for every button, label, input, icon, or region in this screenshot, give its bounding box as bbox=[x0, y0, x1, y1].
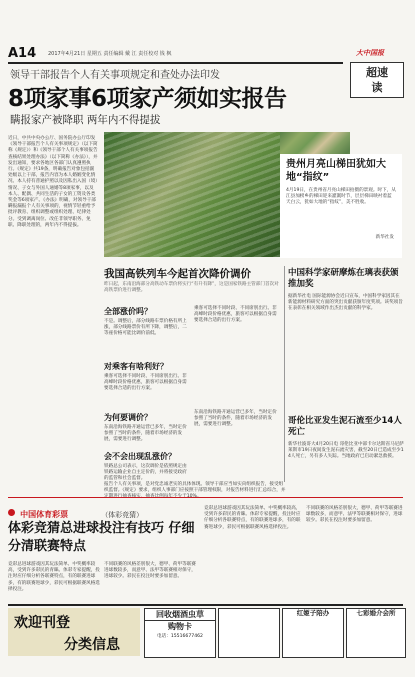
rail-q1: 全部涨价吗？ bbox=[104, 307, 152, 316]
brand-logo: 大中国报 bbox=[356, 49, 384, 57]
right-story-1 bbox=[288, 268, 404, 408]
rail-q4: 会不会出现乱涨价？ bbox=[104, 452, 176, 461]
rail-lede: 昨日起，东南沿海部分高铁动车票价将实行“有升有降”，这是国家铁路主管部门首次对高铁票价进行调整。 bbox=[104, 282, 279, 294]
right-story-2-title: 哥伦比亚发生泥石流至少14人死亡 bbox=[288, 416, 402, 437]
rail-a1: 不是。调整后，部分线路车票价格有所上涨，部分线路票价有所下降，调整后，二等座价格可能比调价前低。 bbox=[104, 319, 187, 337]
right-story-1-title: 中国科学家研摩炼在璃表获颁推加奖 bbox=[288, 268, 399, 289]
sports-body-col3: 竞彩总进球游戏因其玩法简单、中奖概率较高，受到许多彩民的青睐。体彩专家提醒，投注时应仔细分析各联赛特点，有的联赛进球多，有的联赛进球少，彩民可根据联赛风格选择投注。 bbox=[204, 506, 301, 530]
header-rule bbox=[8, 62, 343, 64]
main-body-left: 近日，中共中央办公厅、国务院办公厅印发《领导干部报告个人有关事项规定》（以下简称《规定》）和《领导干部个人有关事项报告查核结果处理办法》（以下简称《办法》），并发出通知，要求各地区各部门认真遵照执行。《规定》共19条，明确报告对象包括副处级以上干部，报告内容为本人婚姻变化情况、本人持有普通护照以及因私出入国（境）情况、子女与外国人通婚等8项家事，以及本人、配偶、共同生活的子女的工资及各类奖金等6项家产。《办法》明确，对领导干部瞒报漏报个人有关事项的，视情节轻重给予批评教育、组织调整或组织处理、纪律处分。受到调离岗位、改任非领导职务、免职、降职处理的，两年内不得提拔。 bbox=[8, 136, 98, 228]
ad-box-3 bbox=[218, 608, 280, 658]
rail-a3: 东南沿海铁路开通运营已多年，当时定价参照了当时的条件，随着市场经济的发展，需要进行调整。 bbox=[104, 425, 187, 443]
sports-body-right: 不同联赛的风格差别很大，德甲、荷甲等联赛进球数较多，而意甲、法甲等联赛相对保守，进球较少。彩民在投注时要多加留意。 bbox=[104, 562, 196, 580]
sports-headline: 体彩竞猜总进球投注有技巧 仔细分清联赛特点 bbox=[8, 521, 195, 554]
ad-recycle-phone: 电话：15516677462 bbox=[157, 634, 203, 639]
rail-q2: 对乘客有啥利好？ bbox=[104, 362, 168, 371]
column-divider bbox=[284, 266, 285, 482]
ad-box-5-title: 七彩婚介会所 bbox=[356, 609, 396, 617]
ad-box-4-title: 红姬子陪办 bbox=[296, 609, 330, 617]
rail-a2: 乘客可选择不同时段、不同席别出行。非高峰时段价格优惠，旅客可以根据自身需要选择合适的出行方案。 bbox=[104, 374, 187, 392]
main-subhead: 瞒报家产被降职 两年内不得提拔 bbox=[10, 114, 161, 126]
ad-box-5 bbox=[346, 608, 406, 658]
main-body-bottom: 报告个人有关事项，是对党忠诚老实的具体体现。领导干部应当如实向组织报告，接受组织监督。《规定》要求，组织人事部门应按照干部管理权限，对报告材料进行汇总综合，并 bbox=[104, 482, 286, 494]
date-line: 2017年4月21日 星期五 责任编辑 戴 江 责任校对 钱 枫 bbox=[48, 51, 172, 57]
main-headline: 8项家事6项家产须如实报告 bbox=[8, 86, 287, 112]
ad-box-4 bbox=[282, 608, 344, 658]
rail-q3: 为何要调价？ bbox=[104, 413, 152, 422]
sports-tag: （体彩竞猜） bbox=[101, 511, 144, 519]
sports-rule bbox=[8, 497, 403, 498]
classified-banner bbox=[8, 608, 140, 656]
sports-section bbox=[8, 502, 204, 518]
sports-body: 竞彩总进球游戏因其玩法简单、中奖概率较高，受到许多彩民的青睐。体彩专家提醒，投注时应仔细分析各联赛特点，有的联赛进球多，有的联赛进球少，彩民可根据联赛风格选择投注。 bbox=[8, 562, 100, 592]
rail-headline: 我国高铁列车今起首次降价调价 bbox=[104, 268, 251, 280]
photo-story-box bbox=[280, 154, 402, 258]
right-story-2 bbox=[288, 416, 404, 482]
photo-story-body: 4月19日，在贵州省月亮山梯田拍摄的景观。时下，从江县加榜乡的梯田迎来灌溉时节，层层梯田映衬着蓝天白云，犹如大地的“指纹”，美不胜收。 bbox=[286, 188, 396, 206]
photo-credit: 新华社发 bbox=[375, 235, 394, 240]
page-code: A14 bbox=[8, 46, 37, 61]
terrace-photo bbox=[104, 132, 280, 257]
ad-recycle-title: 回收烟酒虫草 bbox=[145, 609, 215, 621]
right-story-1-body: 据新华社电 国际能源协会近日宣布，中国科学家因其在新能源材料研究方面的突出贡献获颁年度奖项。该奖项旨在表彰在相关领域作出杰出贡献的科学家。 bbox=[288, 294, 403, 312]
main-kicker: 领导干部报告个人有关事项规定和查处办法印发 bbox=[10, 70, 220, 81]
right-story-2-body: 新华社波哥大4月20日电 哥伦比亚中部卡尔达斯省马尼萨莱斯市19日夜间发生泥石流灾害，截至20日已造成至少14人死亡，另有多人失踪。当地政府已启动紧急救援。 bbox=[288, 442, 404, 460]
classified-title: 欢迎刊登 bbox=[14, 615, 70, 631]
photo-story-title: 贵州月亮山梯田犹如大地“指纹” bbox=[286, 159, 386, 183]
ad-recycle bbox=[144, 608, 216, 658]
sports-body-col4: 不同联赛的风格差别很大，德甲、荷甲等联赛进球数较多，而意甲、法甲等联赛相对保守，进球较少。彩民在投注时要多加留意。 bbox=[306, 506, 403, 524]
ad-recycle-sub: 购物卡 bbox=[168, 622, 192, 631]
ads-rule bbox=[8, 604, 403, 606]
rail-col-2: 乘客可选择不同时段、不同席别出行。非高峰时段价格优惠，旅客可以根据自身需要选择合适的出行方案。 bbox=[194, 306, 277, 324]
page-header bbox=[0, 44, 415, 62]
rail-col-3: 东南沿海铁路开通运营已多年，当时定价参照了当时的条件，随着市场经济的发展，需要进行调整。 bbox=[194, 410, 277, 428]
column-title: 超速读 bbox=[366, 66, 388, 94]
lottery-icon bbox=[8, 509, 15, 516]
sports-section-title: 中国体育彩票 bbox=[20, 510, 69, 519]
rail-col-1 bbox=[104, 306, 190, 480]
column-title-box bbox=[350, 62, 404, 98]
classified-subtitle: 分类信息 bbox=[64, 637, 120, 653]
rail-a4: 铁路总公司表示，这次调价是依照规定由铁路运输企业自主定价的，并将接受政府的监管和社会监督。 bbox=[104, 464, 187, 482]
